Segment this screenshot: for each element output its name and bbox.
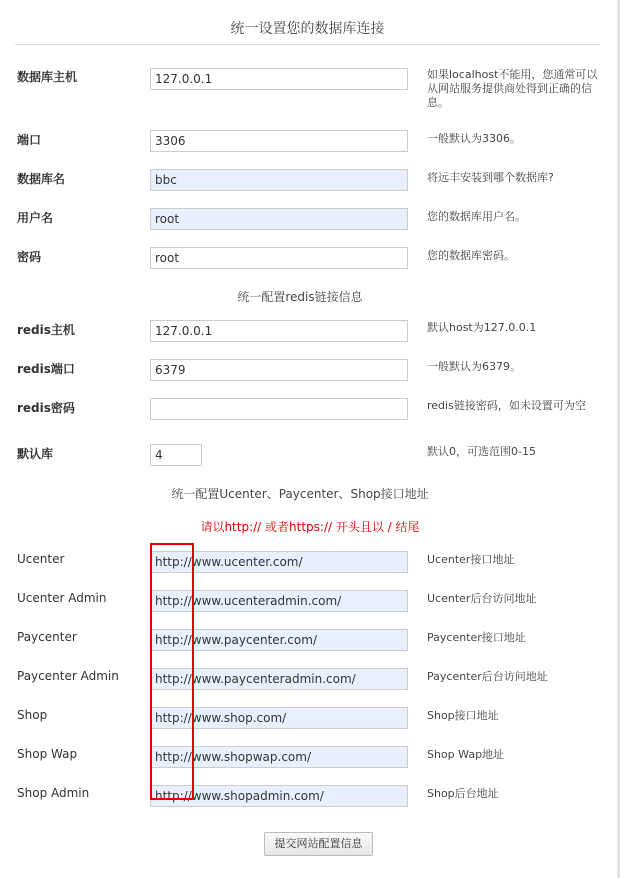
db-password-hint: 您的数据库密码。 — [427, 249, 515, 262]
redis-password-label: redis密码 — [17, 401, 75, 415]
redis-db-input[interactable]: 4 — [150, 444, 202, 466]
shop-wap-hint: Shop Wap地址 — [427, 748, 505, 761]
page-title: 统一设置您的数据库连接 — [230, 21, 385, 37]
paycenter-admin-label: Paycenter Admin — [17, 669, 119, 683]
shop-wap-input[interactable]: http://www.shopwap.com/ — [150, 746, 408, 768]
title-divider — [15, 44, 600, 45]
db-name-hint: 将远丰安装到哪个数据库? — [427, 171, 554, 184]
redis-section-title: 统一配置redis链接信息 — [237, 290, 363, 304]
redis-host-input[interactable]: 127.0.0.1 — [150, 320, 408, 342]
db-password-label: 密码 — [17, 250, 42, 264]
redis-host-label: redis主机 — [17, 323, 75, 337]
ucenter-admin-hint: Ucenter后台访问地址 — [427, 592, 537, 605]
db-name-label: 数据库名 — [17, 172, 66, 186]
redis-db-label: 默认库 — [17, 447, 54, 461]
url-format-warning: 请以http:// 或者https:// 开头且以 / 结尾 — [200, 520, 420, 534]
ucenter-hint: Ucenter接口地址 — [427, 553, 515, 566]
url-section-title: 统一配置Ucenter、Paycenter、Shop接口地址 — [171, 487, 429, 501]
redis-password-hint: redis链接密码，如未设置可为空 — [427, 399, 586, 412]
db-user-label: 用户名 — [17, 211, 54, 225]
redis-db-hint: 默认0，可选范围0-15 — [427, 445, 536, 458]
shop-wap-label: Shop Wap — [17, 747, 78, 761]
ucenter-admin-label: Ucenter Admin — [17, 591, 107, 605]
db-user-hint: 您的数据库用户名。 — [427, 210, 526, 223]
db-name-input[interactable]: bbc — [150, 169, 408, 191]
shop-input[interactable]: http://www.shop.com/ — [150, 707, 408, 729]
db-port-label: 端口 — [17, 133, 42, 147]
ucenter-admin-input[interactable]: http://www.ucenteradmin.com/ — [150, 590, 408, 612]
paycenter-admin-input[interactable]: http://www.paycenteradmin.com/ — [150, 668, 408, 690]
redis-port-input[interactable]: 6379 — [150, 359, 408, 381]
db-password-input[interactable]: root — [150, 247, 408, 269]
redis-port-hint: 一般默认为6379。 — [427, 360, 521, 373]
shop-admin-input[interactable]: http://www.shopadmin.com/ — [150, 785, 408, 807]
redis-port-label: redis端口 — [17, 362, 75, 376]
paycenter-admin-hint: Paycenter后台访问地址 — [427, 670, 548, 683]
db-host-label: 数据库主机 — [17, 70, 78, 84]
db-port-hint: 一般默认为3306。 — [427, 132, 521, 145]
ucenter-input[interactable]: http://www.ucenter.com/ — [150, 551, 408, 573]
db-user-input[interactable]: root — [150, 208, 408, 230]
paycenter-input[interactable]: http://www.paycenter.com/ — [150, 629, 408, 651]
shop-hint: Shop接口地址 — [427, 709, 499, 722]
redis-password-input[interactable] — [150, 398, 408, 420]
db-host-input[interactable]: 127.0.0.1 — [150, 68, 408, 90]
shop-label: Shop — [17, 708, 48, 722]
submit-config-button[interactable]: 提交网站配置信息 — [264, 832, 373, 856]
paycenter-label: Paycenter — [17, 630, 77, 644]
db-port-input[interactable]: 3306 — [150, 130, 408, 152]
db-host-hint: 如果localhost不能用，您通常可以从网站服务提供商处得到正确的信息。 — [427, 68, 598, 109]
shop-admin-hint: Shop后台地址 — [427, 787, 499, 800]
shop-admin-label: Shop Admin — [17, 786, 90, 800]
annotation-highlight-box — [150, 543, 194, 800]
ucenter-label: Ucenter — [17, 552, 65, 566]
paycenter-hint: Paycenter接口地址 — [427, 631, 526, 644]
redis-host-hint: 默认host为127.0.0.1 — [427, 321, 537, 334]
